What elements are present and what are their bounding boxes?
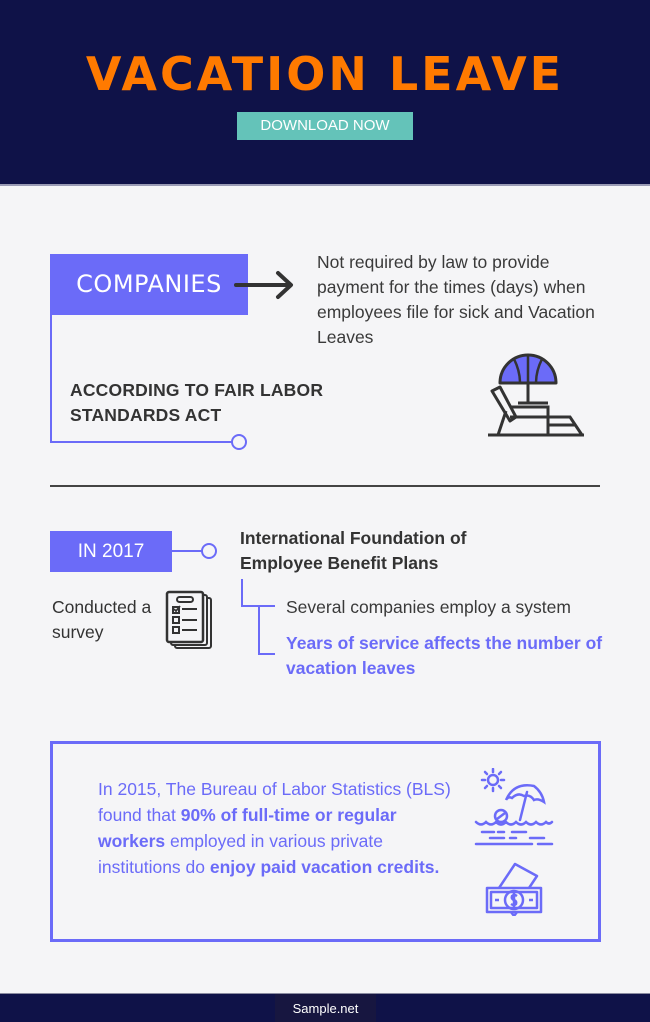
tree-line bbox=[258, 605, 260, 655]
tree-line bbox=[258, 653, 275, 655]
beach-sun-umbrella-icon bbox=[474, 768, 554, 848]
finding-1: Several companies employ a system bbox=[286, 597, 571, 617]
header-banner bbox=[0, 0, 650, 186]
connector-node-icon bbox=[201, 543, 217, 559]
download-now-button[interactable]: DOWNLOAD NOW bbox=[237, 112, 413, 140]
survey-text: Conducted a survey bbox=[52, 597, 152, 642]
tree-line bbox=[241, 579, 243, 607]
finding-2: Years of service affects the number of vacation leaves bbox=[286, 633, 603, 678]
stat-highlight-2: enjoy paid vacation credits. bbox=[209, 857, 440, 877]
section-divider bbox=[50, 485, 600, 487]
source-label-line2: STANDARDS ACT bbox=[70, 405, 222, 425]
footer-brand-link[interactable]: Sample.net bbox=[275, 994, 376, 1022]
arrow-right-icon bbox=[234, 270, 296, 300]
stat-part-2: employed in various private institutions do bbox=[98, 831, 384, 877]
source-label bbox=[70, 378, 340, 428]
money-bills-icon bbox=[485, 862, 543, 916]
companies-label-box: COMPANIES bbox=[50, 254, 248, 315]
connector-node-icon bbox=[231, 434, 247, 450]
beach-chair-umbrella-icon bbox=[484, 345, 588, 441]
stat-part-1: In 2015, The Bureau of Labor Statistics (BLS) found that bbox=[98, 779, 451, 825]
connector-line-vertical bbox=[50, 315, 52, 442]
organization-name: International Foundation of Employee Benefit Plans bbox=[240, 528, 467, 573]
source-label-line1: ACCORDING TO FAIR LABOR bbox=[70, 380, 324, 400]
statistic-text bbox=[98, 776, 458, 880]
companies-description: Not required by law to provide payment for the times (days) when employees file for sick and Vacation Leaves bbox=[317, 252, 595, 347]
stat-highlight-1: 90% of full-time or regular workers bbox=[98, 805, 397, 851]
footer bbox=[0, 993, 650, 1022]
survey-document-icon bbox=[163, 590, 215, 652]
connector-line-horizontal bbox=[172, 550, 202, 552]
year-label-box: IN 2017 bbox=[50, 531, 172, 572]
connector-line-horizontal bbox=[50, 441, 232, 443]
page-title: VACATION LEAVE bbox=[85, 47, 565, 101]
